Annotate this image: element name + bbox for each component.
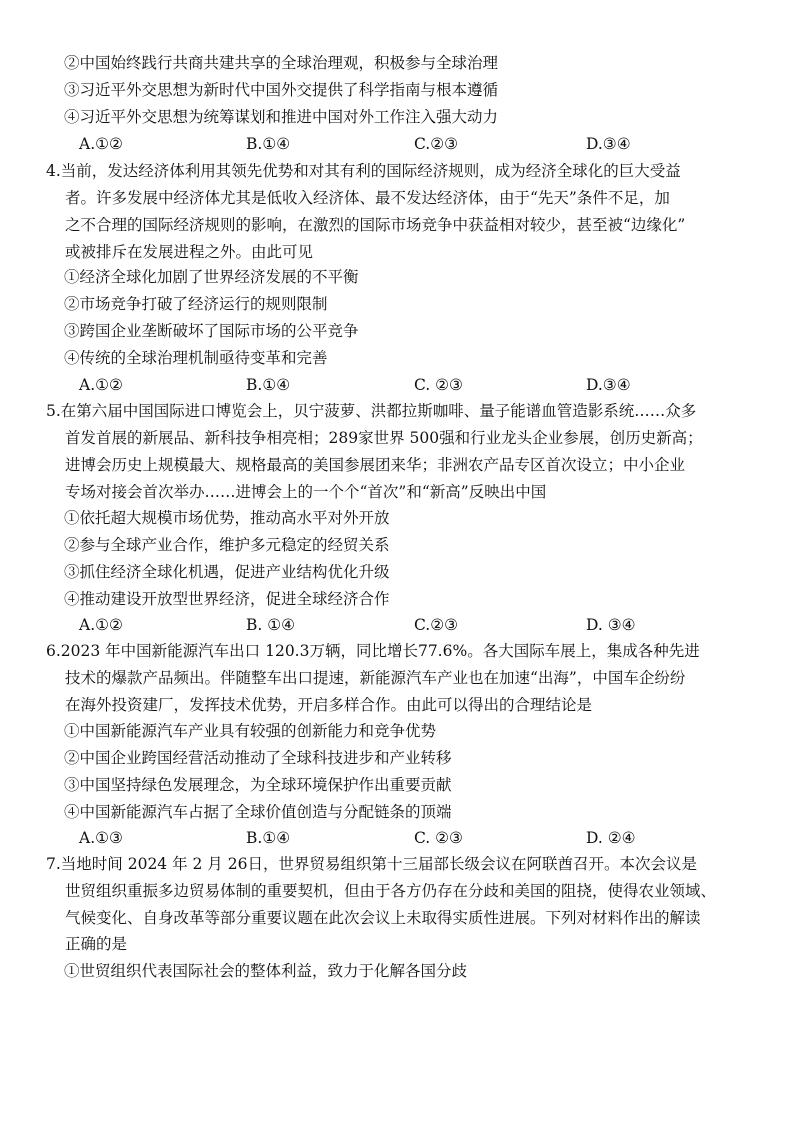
q4-choice-b: B.①④	[246, 376, 291, 394]
q3-option-2: ②中国始终践行共商共建共享的全球治理观，积极参与全球治理	[64, 54, 499, 72]
q6-choice-d: D. ②④	[586, 829, 636, 847]
q6-option-4: ④中国新能源汽车占据了全球价值创造与分配链条的顶端	[64, 803, 452, 821]
q5-option-4: ④推动建设开放型世界经济，促进全球经济合作	[64, 590, 390, 608]
q4-option-2: ②市场竞争打破了经济运行的规则限制	[64, 295, 328, 313]
q6-choice-a: A.①③	[79, 829, 123, 847]
q6-choice-c: C. ②③	[414, 829, 463, 847]
q5-choice-d: D. ③④	[586, 616, 636, 634]
q7-stem-line-1: 7.当地时间 2024 年 2 月 26日，世界贸易组织第十三届部长级会议在阿联酋召开。本次会议是	[46, 855, 697, 873]
q6-option-1: ①中国新能源汽车产业具有较强的创新能力和竞争优势	[64, 722, 437, 740]
q4-choice-d: D.③④	[586, 376, 631, 394]
q7-stem-line-3: 气候变化、自身改革等部分重要议题在此次会议上未取得实质性进展。下列对材料作出的解读	[65, 909, 701, 927]
q7-stem-line-4: 正确的是	[65, 935, 128, 953]
q4-stem-line-1: 4.当前，发达经济体利用其领先优势和对其有利的国际经济规则，成为经济全球化的巨大受益	[46, 162, 681, 180]
q5-choices	[0, 614, 793, 636]
q5-choice-c: C.②③	[414, 616, 459, 634]
q3-choices	[0, 133, 793, 155]
q3-option-4: ④习近平外交思想为统筹谋划和推进中国对外工作注入强大动力	[64, 108, 499, 126]
q5-choice-b: B. ①④	[246, 616, 296, 634]
q6-choice-b: B.①④	[246, 829, 291, 847]
q6-choices	[0, 827, 793, 849]
q4-stem-line-4: 或被排斥在发展进程之外。由此可见	[65, 243, 314, 261]
q4-choices	[0, 374, 793, 396]
q5-option-3: ③抓住经济全球化机遇，促进产业结构优化升级	[64, 563, 390, 581]
q5-stem-line-4: 专场对接会首次举办……进博会上的一个个“首次”和“新高”反映出中国	[65, 483, 547, 501]
q3-option-3: ③习近平外交思想为新时代中国外交提供了科学指南与根本遵循	[64, 81, 499, 99]
q5-stem-line-1: 5.在第六届中国国际进口博览会上，贝宁菠萝、洪都拉斯咖啡、量子能谱血管造影系统……众多	[46, 402, 697, 420]
q5-option-2: ②参与全球产业合作，维护多元稳定的经贸关系	[64, 536, 390, 554]
q4-option-1: ①经济全球化加剧了世界经济发展的不平衡	[64, 268, 359, 286]
q3-choice-b: B.①④	[246, 135, 291, 153]
q3-choice-a: A.①②	[79, 135, 123, 153]
q5-stem-line-3: 进博会历史上规模最大、规格最高的美国参展团来华；非洲农产品专区首次设立；中小企业	[65, 456, 686, 474]
q4-option-3: ③跨国企业垄断破坏了国际市场的公平竞争	[64, 322, 359, 340]
q6-stem-line-2: 技术的爆款产品频出。伴随整车出口提速，新能源汽车产业也在加速“出海”，中国车企纷纷	[65, 669, 686, 687]
q5-option-1: ①依托超大规模市场优势，推动高水平对外开放	[64, 509, 390, 527]
q4-choice-a: A.①②	[79, 376, 123, 394]
q4-option-4: ④传统的全球治理机制亟待变革和完善	[64, 349, 328, 367]
q5-stem-line-2: 首发首展的新展品、新科技争相亮相；289家世界 500强和行业龙头企业参展，创历史新高；	[65, 429, 703, 447]
q3-choice-c: C.②③	[414, 135, 459, 153]
q4-stem-line-2: 者。许多发展中经济体尤其是低收入经济体、最不发达经济体，由于“先天”条件不足，加	[65, 189, 670, 207]
q4-choice-c: C. ②③	[414, 376, 463, 394]
q7-stem-line-2: 世贸组织重振多边贸易体制的重要契机，但由于各方仍存在分歧和美国的阻挠，使得农业领域、	[65, 882, 717, 900]
q4-stem-line-3: 之不合理的国际经济规则的影响，在激烈的国际市场竞争中获益相对较少，甚至被“边缘化”	[65, 216, 686, 234]
q5-choice-a: A.①②	[79, 616, 123, 634]
q6-stem-line-3: 在海外投资建厂，发挥技术优势，开启多样合作。由此可以得出的合理结论是	[65, 696, 593, 714]
q3-choice-d: D.③④	[586, 135, 631, 153]
q6-stem-line-1: 6.2023 年中国新能源汽车出口 120.3万辆，同比增长77.6%。各大国际车展上，集成各种先进	[46, 642, 700, 660]
q7-option-1: ①世贸组织代表国际社会的整体利益，致力于化解各国分歧	[64, 962, 468, 980]
q6-option-2: ②中国企业跨国经营活动推动了全球科技进步和产业转移	[64, 749, 452, 767]
q6-option-3: ③中国坚持绿色发展理念，为全球环境保护作出重要贡献	[64, 776, 452, 794]
